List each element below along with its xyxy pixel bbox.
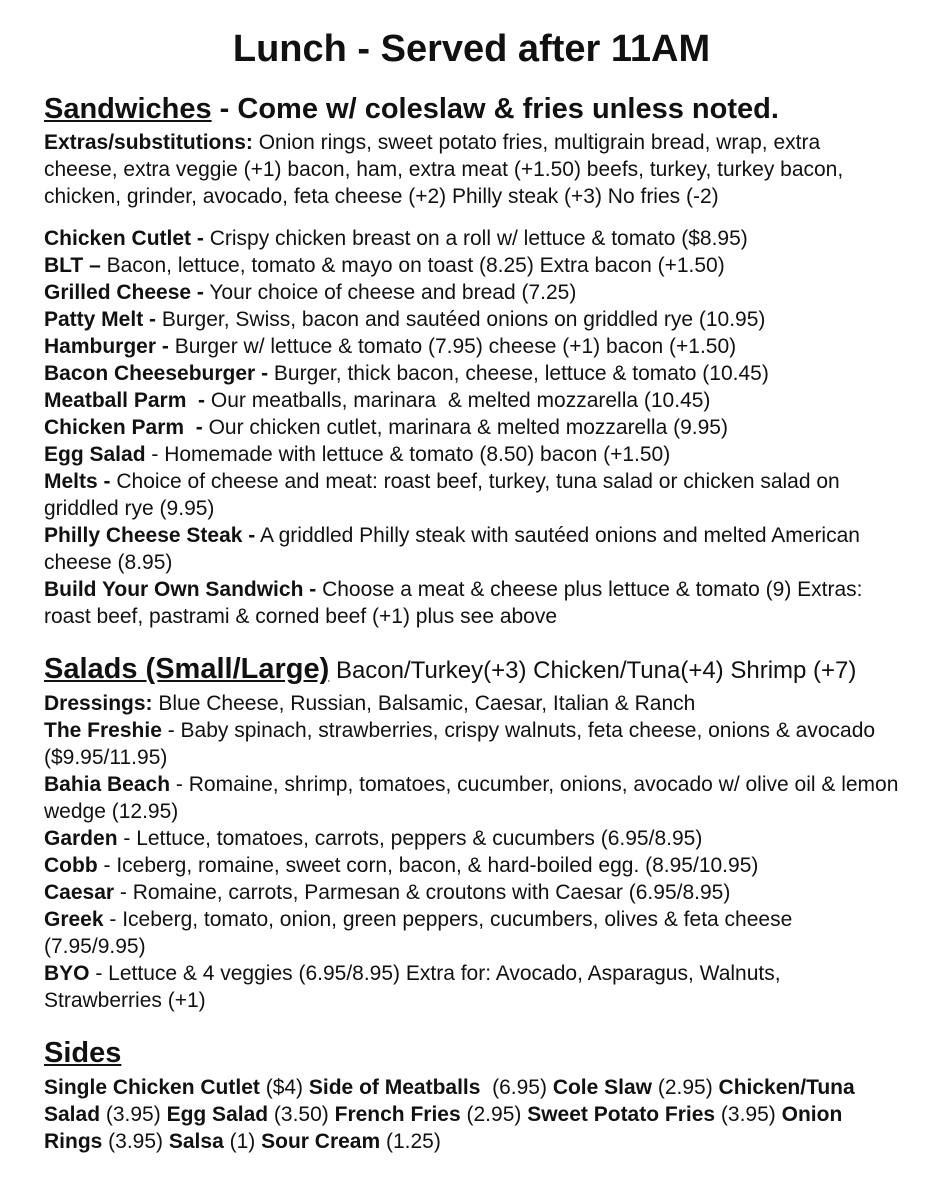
menu-item xyxy=(44,468,899,522)
item-desc: Our meatballs, marinara & melted mozzarella (10.45) xyxy=(205,389,711,413)
item-desc: Burger, thick bacon, cheese, lettuce & tomato (10.45) xyxy=(268,362,769,386)
item-name: Bacon Cheeseburger - xyxy=(44,362,269,386)
salads-dressings-note xyxy=(44,690,899,717)
section-sandwiches xyxy=(44,92,899,631)
item-name: French Fries xyxy=(334,1103,461,1127)
menu-item xyxy=(44,879,899,906)
item-desc: Burger w/ lettuce & tomato (7.95) cheese (+1) bacon (+1.50) xyxy=(168,335,737,359)
menu-item xyxy=(44,225,899,252)
extras-text: Onion rings, sweet potato fries, multigrain bread, wrap, extra cheese, extra veggie (+1) bacon, ham, extra meat (+1.50) beefs, turkey, turkey bacon, chicken, grinder, avocado, feta cheese (+2) Philly steak (+3) No fries (-2) xyxy=(44,131,850,209)
item-price: (6.95) xyxy=(480,1076,553,1100)
item-name: Single Chicken Cutlet xyxy=(44,1076,260,1100)
salads-heading-text: Salads (Small/Large) xyxy=(44,653,330,686)
item-price: (1) xyxy=(223,1130,262,1154)
item-desc: - Baby spinach, strawberries, crispy walnuts, feta cheese, onions & avocado ($9.95/11.95) xyxy=(44,719,881,770)
menu-item xyxy=(44,387,899,414)
item-name: Garden xyxy=(44,827,118,851)
menu-item xyxy=(44,252,899,279)
item-desc: - Homemade with lettuce & tomato (8.50) bacon (+1.50) xyxy=(145,443,671,467)
menu-item xyxy=(44,279,899,306)
section-salads xyxy=(44,652,905,1014)
menu-item xyxy=(44,576,899,630)
dressings-text: Blue Cheese, Russian, Balsamic, Caesar, Italian & Ranch xyxy=(152,692,696,716)
item-desc: Crispy chicken breast on a roll w/ lettuce & tomato ($8.95) xyxy=(203,227,748,251)
item-name: BYO xyxy=(44,962,90,986)
menu-item xyxy=(44,771,905,825)
sandwiches-heading xyxy=(44,92,899,127)
item-name: Cole Slaw xyxy=(552,1076,653,1100)
item-price: (3.95) xyxy=(102,1130,169,1154)
item-desc: - Lettuce, tomatoes, carrots, peppers & cucumbers (6.95/8.95) xyxy=(117,827,703,851)
menu-item xyxy=(44,414,899,441)
item-desc: A griddled Philly steak with sautéed onions and melted American cheese (8.95) xyxy=(44,524,866,575)
item-name: Bahia Beach xyxy=(44,773,171,797)
item-desc: - Lettuce & 4 veggies (6.95/8.95) Extra for: Avocado, Asparagus, Walnuts, Strawberries (+1) xyxy=(44,962,787,1013)
item-price: (3.95) xyxy=(715,1103,782,1127)
item-desc: Bacon, lettuce, tomato & mayo on toast (8.25) Extra bacon (+1.50) xyxy=(100,254,725,278)
item-price: (2.95) xyxy=(460,1103,528,1127)
item-price: (3.95) xyxy=(100,1103,167,1127)
salads-heading xyxy=(44,652,899,687)
sandwiches-extras-note xyxy=(44,129,899,210)
item-name: Philly Cheese Steak - xyxy=(44,524,256,548)
sides-heading-text: Sides xyxy=(44,1037,122,1070)
menu-item xyxy=(44,306,899,333)
item-name: Chicken/Tuna Salad xyxy=(44,1076,861,1127)
item-name: Hamburger - xyxy=(44,335,169,359)
sandwiches-heading-text: Sandwiches xyxy=(44,92,212,125)
item-desc: Your choice of cheese and bread (7.25) xyxy=(203,281,577,305)
item-price: ($4) xyxy=(259,1076,309,1100)
salads-heading-note: Bacon/Turkey(+3) Chicken/Tuna(+4) Shrimp (+7) xyxy=(329,657,857,685)
menu-item xyxy=(44,960,899,1014)
item-name: Chicken Cutlet - xyxy=(44,227,204,251)
item-desc: Choose a meat & cheese plus lettuce & tomato (9) Extras: roast beef, pastrami & corned beef (+1) plus see above xyxy=(44,578,869,629)
item-name: Cobb xyxy=(44,854,98,878)
item-desc: - Romaine, carrots, Parmesan & croutons with Caesar (6.95/8.95) xyxy=(114,881,731,905)
menu-item xyxy=(44,852,899,879)
sandwiches-heading-note: - Come w/ coleslaw & fries unless noted. xyxy=(211,92,779,125)
menu-item xyxy=(44,360,899,387)
item-name: BLT – xyxy=(44,254,101,278)
section-sides xyxy=(44,1036,899,1155)
item-name: Sweet Potato Fries xyxy=(527,1103,716,1127)
item-name: Grilled Cheese - xyxy=(44,281,204,305)
menu-item xyxy=(44,441,899,468)
dressings-label: Dressings: xyxy=(44,692,153,716)
menu-item xyxy=(44,825,899,852)
item-name: Caesar xyxy=(44,881,115,905)
item-name: Onion Rings xyxy=(44,1103,849,1154)
page-title: Lunch - Served after 11AM xyxy=(232,28,711,70)
item-name: Sour Cream xyxy=(261,1130,381,1154)
item-desc: Burger, Swiss, bacon and sautéed onions on griddled rye (10.95) xyxy=(156,308,766,332)
item-name: Chicken Parm - xyxy=(44,416,203,440)
item-name: Egg Salad xyxy=(166,1103,269,1127)
item-price: (1.25) xyxy=(380,1130,441,1154)
item-desc: - Iceberg, tomato, onion, green peppers, cucumbers, olives & feta cheese (7.95/9.95) xyxy=(44,908,799,959)
item-desc: Our chicken cutlet, marinara & melted mozzarella (9.95) xyxy=(202,416,728,440)
item-name: Melts - xyxy=(44,470,111,494)
item-desc: Choice of cheese and meat: roast beef, turkey, tuna salad or chicken salad on griddled rye (9.95) xyxy=(44,470,846,521)
item-name: The Freshie xyxy=(44,719,162,743)
item-name: Side of Meatballs xyxy=(308,1076,481,1100)
item-price: (2.95) xyxy=(652,1076,719,1100)
menu-item xyxy=(44,906,899,960)
sides-heading xyxy=(44,1036,899,1071)
menu-item xyxy=(44,717,899,771)
item-name: Build Your Own Sandwich - xyxy=(44,578,317,602)
item-price: (3.50) xyxy=(268,1103,335,1127)
item-desc: - Iceberg, romaine, sweet corn, bacon, & hard-boiled egg. (8.95/10.95) xyxy=(97,854,759,878)
item-name: Salsa xyxy=(168,1130,224,1154)
item-name: Meatball Parm - xyxy=(44,389,206,413)
extras-label: Extras/substitutions: xyxy=(44,131,253,155)
menu-item xyxy=(44,522,899,576)
item-desc: - Romaine, shrimp, tomatoes, cucumber, onions, avocado w/ olive oil & lemon wedge (12.95) xyxy=(44,773,905,824)
item-name: Patty Melt - xyxy=(44,308,157,332)
item-name: Greek xyxy=(44,908,104,932)
sandwiches-items xyxy=(44,225,899,630)
item-name: Egg Salad xyxy=(44,443,146,467)
sides-items-line xyxy=(44,1074,899,1155)
salads-items xyxy=(44,717,905,1014)
menu-item xyxy=(44,333,899,360)
